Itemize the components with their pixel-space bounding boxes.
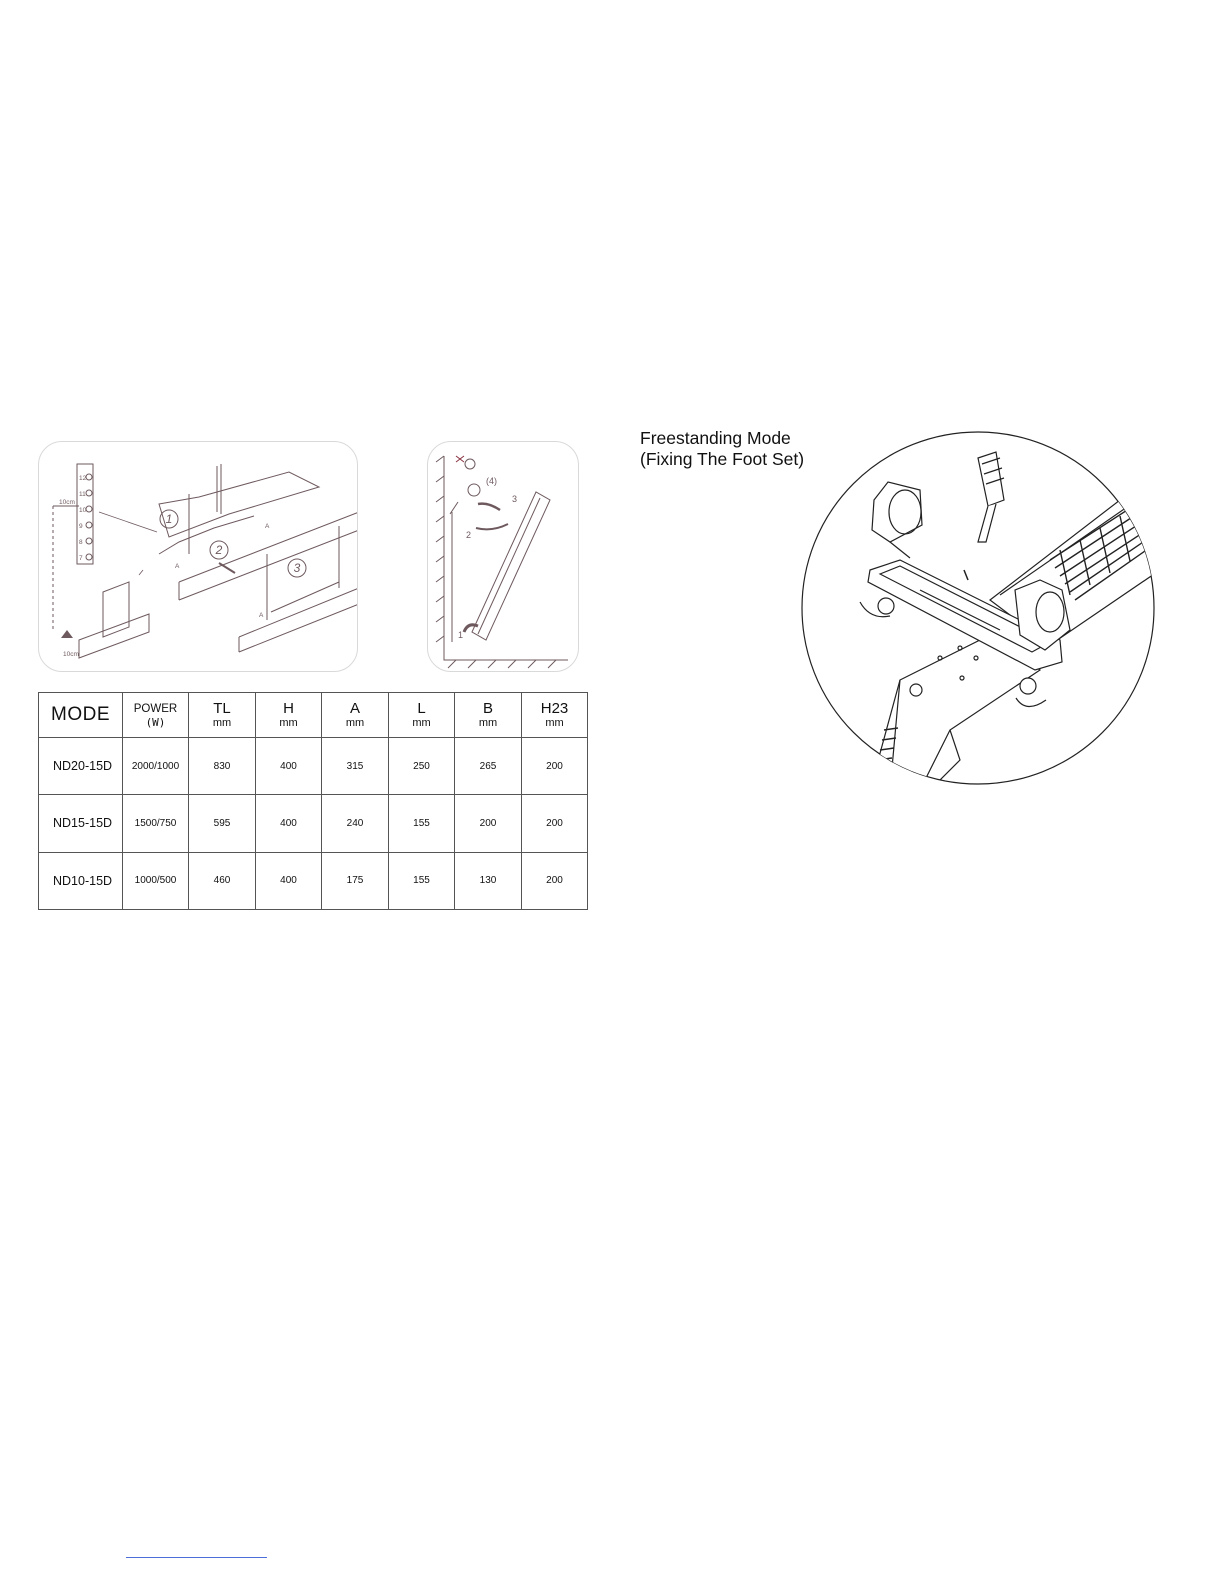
h23-cell: 200 xyxy=(522,795,588,852)
a-cell: 315 xyxy=(322,738,389,795)
anchor-label: A xyxy=(265,523,270,530)
b-cell: 130 xyxy=(455,852,522,909)
step-3-label: 3 xyxy=(293,561,301,575)
header-l: L mm xyxy=(389,693,455,738)
power-cell: 1000/500 xyxy=(123,852,189,909)
scale-mark: 7 xyxy=(79,555,83,562)
dimension-label-top: 10cm xyxy=(59,499,75,506)
tl-cell: 830 xyxy=(189,738,256,795)
h23-cell: 200 xyxy=(522,738,588,795)
h23-cell: 200 xyxy=(522,852,588,909)
model-cell: ND20-15D xyxy=(39,738,123,795)
l-cell: 155 xyxy=(389,852,455,909)
scale-mark: 11 xyxy=(79,491,86,498)
header-a: A mm xyxy=(322,693,389,738)
table-row xyxy=(39,852,588,909)
side-step-2-label: 2 xyxy=(466,530,472,540)
model-cell: ND15-15D xyxy=(39,795,123,852)
arrow-icon xyxy=(61,630,73,638)
table-row xyxy=(39,795,588,852)
tl-cell: 595 xyxy=(189,795,256,852)
freestanding-title-line2: (Fixing The Foot Set) xyxy=(640,449,805,469)
table-header-row xyxy=(39,693,588,738)
model-cell: ND10-15D xyxy=(39,852,123,909)
freestanding-title xyxy=(640,428,804,470)
spec-table xyxy=(38,692,588,910)
b-cell: 200 xyxy=(455,795,522,852)
h-cell: 400 xyxy=(256,795,322,852)
a-cell: 175 xyxy=(322,852,389,909)
foot-set-diagram xyxy=(800,430,1160,790)
h-cell: 400 xyxy=(256,852,322,909)
dimension-label-bottom: 10cm xyxy=(63,651,79,658)
h-cell: 400 xyxy=(256,738,322,795)
scale-mark: 12 xyxy=(79,475,87,482)
tl-cell: 460 xyxy=(189,852,256,909)
header-power: POWER (W) xyxy=(123,693,189,738)
b-cell: 265 xyxy=(455,738,522,795)
l-cell: 155 xyxy=(389,795,455,852)
wall-mount-diagram xyxy=(39,442,358,672)
l-cell: 250 xyxy=(389,738,455,795)
power-cell: 1500/750 xyxy=(123,795,189,852)
header-mode: MODE xyxy=(39,693,123,738)
header-tl: TL mm xyxy=(189,693,256,738)
scale-mark: 9 xyxy=(79,523,83,530)
step-2-label: 2 xyxy=(215,543,223,557)
footer-link-underline[interactable] xyxy=(126,1557,267,1558)
header-h: H mm xyxy=(256,693,322,738)
side-step-3-label: 3 xyxy=(512,494,518,504)
side-view-diagram xyxy=(428,442,579,672)
power-cell: 2000/1000 xyxy=(123,738,189,795)
side-view-diagram-panel xyxy=(427,441,579,672)
step-1-label: 1 xyxy=(165,512,173,526)
header-b: B mm xyxy=(455,693,522,738)
table-row xyxy=(39,738,588,795)
freestanding-title-line1: Freestanding Mode xyxy=(640,428,791,448)
side-step-1-label: 1 xyxy=(458,630,464,640)
scale-mark: 10 xyxy=(79,507,87,514)
header-h23: H23 mm xyxy=(522,693,588,738)
anchor-label: A xyxy=(259,612,264,619)
scale-mark: 8 xyxy=(79,539,83,546)
side-step-4-label: (4) xyxy=(486,476,497,486)
anchor-label: A xyxy=(175,563,180,570)
a-cell: 240 xyxy=(322,795,389,852)
wall-mount-diagram-panel xyxy=(38,441,358,672)
